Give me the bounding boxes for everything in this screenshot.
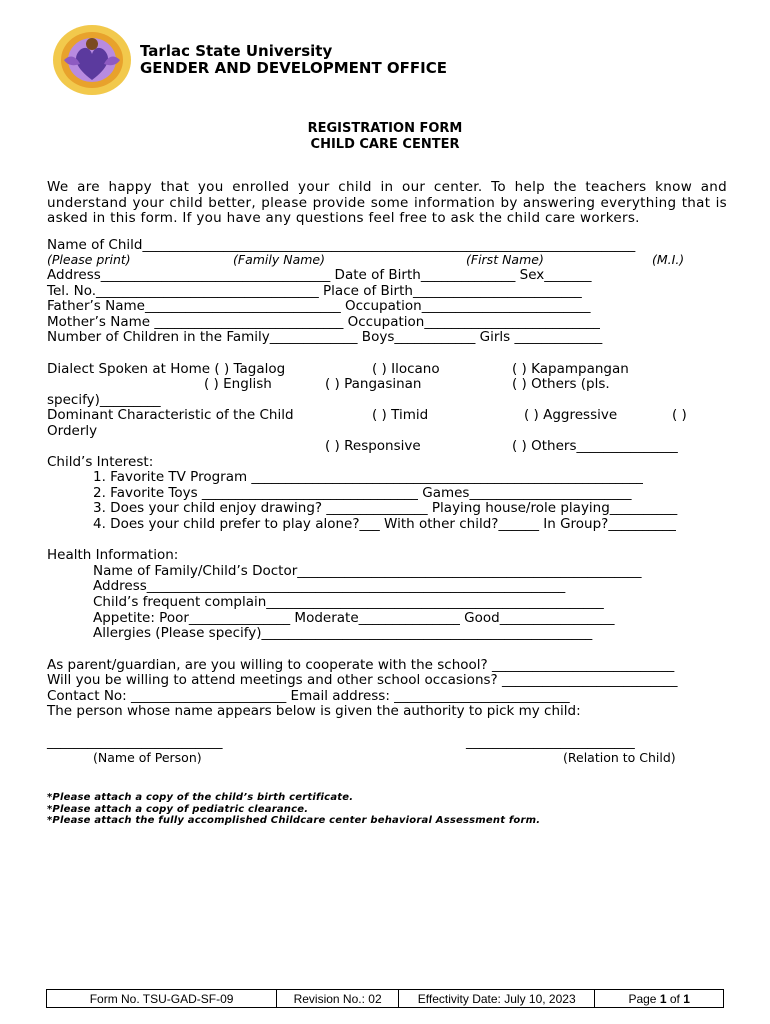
- relation-caption: (Relation to Child): [563, 750, 676, 765]
- interest-q2[interactable]: 2. Favorite Toys ________________________________ Games________________________: [93, 485, 632, 501]
- name-of-person-line[interactable]: __________________________: [47, 734, 223, 750]
- health-address[interactable]: Address______________________________________________________________: [93, 578, 566, 594]
- tsu-gad-logo: [52, 24, 132, 96]
- health-complain[interactable]: Child’s frequent complain__________________________________________________: [93, 594, 604, 610]
- health-label: Health Information:: [47, 547, 179, 563]
- mother-field[interactable]: Mother’s Name ____________________________ Occupation__________________________: [47, 314, 600, 330]
- footer-form-no: Form No. TSU-GAD-SF-09: [47, 990, 277, 1008]
- footer-effectivity: Effectivity Date: July 10, 2023: [399, 990, 595, 1008]
- page-label: Page: [628, 991, 657, 1006]
- page-of: of: [669, 991, 680, 1006]
- footer-table: [46, 989, 724, 1008]
- office-name: GENDER AND DEVELOPMENT OFFICE: [140, 59, 448, 77]
- dialect-ilocano[interactable]: ( ) Ilocano: [372, 361, 440, 377]
- dialect-english[interactable]: ( ) English: [204, 376, 272, 392]
- logo-seal: [86, 38, 98, 50]
- interest-q4[interactable]: 4. Does your child prefer to play alone?___ With other child?______ In Group?__________: [93, 516, 676, 532]
- dominant-orderly: Orderly: [47, 423, 98, 439]
- family-name-hint: (Family Name): [233, 252, 325, 267]
- dominant-others[interactable]: ( ) Others_______________: [512, 438, 678, 454]
- name-of-child-field[interactable]: Name of Child_________________________________________________________________________: [47, 237, 636, 253]
- health-doctor[interactable]: Name of Family/Child’s Doctor___________________________________________________: [93, 563, 642, 579]
- health-appetite[interactable]: Appetite: Poor_______________ Moderate_______________ Good_________________: [93, 610, 615, 626]
- attend-question[interactable]: Will you be willing to attend meetings and other school occasions? __________________________: [47, 672, 678, 688]
- dialect-label[interactable]: Dialect Spoken at Home ( ) Tagalog: [47, 361, 286, 377]
- page-number: 1: [659, 991, 667, 1006]
- children-count-field[interactable]: Number of Children in the Family_____________ Boys____________ Girls _____________: [47, 329, 603, 345]
- page-total: 1: [683, 991, 690, 1006]
- interest-label: Child’s Interest:: [47, 454, 154, 470]
- dominant-aggressive[interactable]: ( ) Aggressive: [524, 407, 618, 423]
- cooperate-question[interactable]: As parent/guardian, are you willing to cooperate with the school? ___________________________: [47, 657, 675, 673]
- interest-q3[interactable]: 3. Does your child enjoy drawing? _______________ Playing house/role playing__________: [93, 500, 678, 516]
- interest-q1[interactable]: 1. Favorite TV Program __________________________________________________________: [93, 469, 643, 485]
- dominant-label: Dominant Characteristic of the Child: [47, 407, 294, 423]
- authority-statement: The person whose name appears below is given the authority to pick my child:: [47, 703, 581, 719]
- form-subtitle: CHILD CARE CENTER: [310, 137, 460, 152]
- health-allergies[interactable]: Allergies (Please specify)_________________________________________________: [93, 625, 593, 641]
- first-name-hint: (First Name): [466, 252, 544, 267]
- footer-page: [595, 990, 724, 1008]
- intro-paragraph: We are happy that you enrolled your child in our center. To help the teachers know and understand your child better, please provide some information by answering everything that is asked in this form. If you have any questions feel free to ask the child care workers.: [47, 179, 727, 227]
- address-dob-sex-field[interactable]: Address__________________________________ Date of Birth______________ Sex_______: [47, 267, 592, 283]
- contact-email-field[interactable]: Contact No: _______________________ Email address: __________________________: [47, 688, 570, 704]
- dominant-responsive[interactable]: ( ) Responsive: [325, 438, 421, 454]
- footer-revision: Revision No.: 02: [277, 990, 399, 1008]
- form-title: REGISTRATION FORM: [307, 121, 463, 136]
- dialect-specify[interactable]: specify)_________: [47, 392, 161, 408]
- dialect-pangasinan[interactable]: ( ) Pangasinan: [325, 376, 422, 392]
- note-pediatric-clearance: *Please attach a copy of pediatric clearance.: [47, 804, 309, 815]
- dominant-orderly-checkbox[interactable]: ( ): [672, 407, 687, 423]
- dominant-timid[interactable]: ( ) Timid: [372, 407, 429, 423]
- dialect-kapampangan[interactable]: ( ) Kapampangan: [512, 361, 629, 377]
- father-field[interactable]: Father’s Name_____________________________ Occupation_________________________: [47, 298, 591, 314]
- please-print-hint: (Please print): [47, 252, 131, 267]
- relation-line[interactable]: _________________________: [466, 734, 635, 750]
- dialect-others[interactable]: ( ) Others (pls.: [512, 376, 610, 392]
- note-birth-certificate: *Please attach a copy of the child’s birth certificate.: [47, 792, 354, 803]
- university-name: Tarlac State University: [140, 42, 333, 60]
- tel-birthplace-field[interactable]: Tel. No._________________________________ Place of Birth_________________________: [47, 283, 582, 299]
- name-of-person-caption: (Name of Person): [93, 750, 202, 765]
- mi-hint: (M.I.): [652, 252, 685, 267]
- note-assessment-form: *Please attach the fully accomplished Childcare center behavioral Assessment form.: [47, 815, 541, 826]
